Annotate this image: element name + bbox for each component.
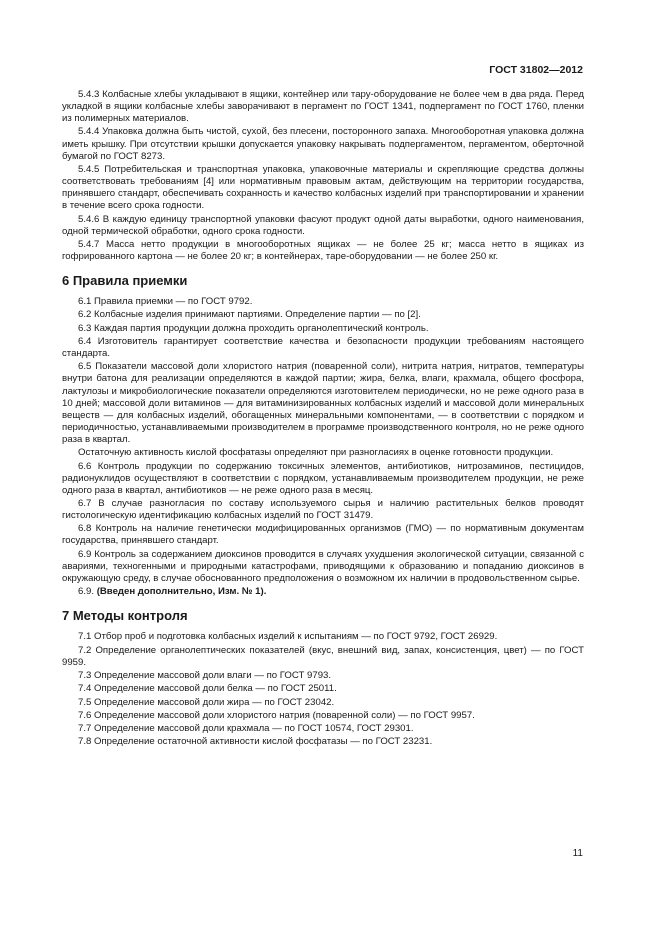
paragraph-7-2: 7.2 Определение органолептических показателей (вкус, внешний вид, запах, консистенция, цвет) — по ГОСТ 9959. <box>62 644 584 668</box>
paragraph-6-3: 6.3 Каждая партия продукции должна проходить органолептический контроль. <box>78 322 429 334</box>
paragraph-5-4-4: 5.4.4 Упаковка должна быть чистой, сухой, без плесени, посторонного запаха. Многооборотная упаковка должна иметь крышку. При отсутствии крышки допускается упаковку накрывать подпергаментом, пергаментом, оберточной бумагой по ГОСТ 8273. <box>62 126 584 162</box>
paragraph-7-7: 7.7 Определение массовой доли крахмала — по ГОСТ 10574, ГОСТ 29301. <box>78 723 414 735</box>
paragraph-6-5: 6.5 Показатели массовой доли хлористого натрия (поваренной соли), нитрита натрия, нитратов, температуры внутри батона для реализации определяются в каждой партии; жира, белка, влаги, крахмала, общего фосфора, лактулозы и микробиологические показатели определяются изготовителем периодически, но не реже одного раза в 10 дней; массовой доли витаминов — для витаминизированных колбасных изделий и массовой доли минеральных веществ — для колбасных изделий, обогащенных минеральными компонентами, — в соответствии с порядком и периодичностью, устанавливаемыми производителем в программе производственного контроля, но не реже одного раза в квартал. <box>62 361 584 445</box>
amendment-number: 6.9. <box>78 586 95 598</box>
paragraph-5-4-6: 5.4.6 В каждую единицу транспортной упаковки фасуют продукт одной даты выработки, одного наименования, одной термической обработки, одного срока годности. <box>62 213 584 237</box>
paragraph-7-4: 7.4 Определение массовой доли белка — по ГОСТ 25011. <box>78 683 337 695</box>
paragraph-6-9: 6.9 Контроль за содержанием диоксинов проводится в случаях ухудшения экологической ситуации, связанной с авариями, техногенными и природными катастрофами, приводящими к образованию и попаданию диоксинов в окружающую среду, в случае обоснованного предположения о возможном их наличии в продовольственном сырье. <box>62 548 584 584</box>
paragraph-5-4-3: 5.4.3 Колбасные хлебы укладывают в ящики, контейнер или тару-оборудование не более чем в два ряда. Перед укладкой в ящики колбасные хлебы заворачивают в пергамент по ГОСТ 1341, подпергамент по ГОСТ 1760, пленки из полимерных материалов. <box>62 89 584 125</box>
section-6-heading: 6 Правила приемки <box>62 273 188 289</box>
amendment-note <box>62 586 584 598</box>
paragraph-7-3: 7.3 Определение массовой доли влаги — по ГОСТ 9793. <box>78 670 332 682</box>
paragraph-5-4-7: 5.4.7 Масса нетто продукции в многооборотных ящиках — не более 25 кг; масса нетто в ящиках из гофрированного картона — не более 20 кг; в контейнерах, таре-оборудовании — не более 250 кг. <box>62 238 584 262</box>
page-number: 11 <box>572 848 583 859</box>
paragraph-7-1: 7.1 Отбор проб и подготовка колбасных изделий к испытаниям — по ГОСТ 9792, ГОСТ 26929. <box>78 631 498 643</box>
paragraph-6-7: 6.7 В случае разногласия по составу используемого сырья и наличию растительных белков проводят гистологическую идентификацию колбасных изделий по ГОСТ 31479. <box>62 497 584 522</box>
paragraph-6-4: 6.4 Изготовитель гарантирует соответствие качества и безопасности продукции требованиям настоящего стандарта. <box>62 336 584 360</box>
document-id: ГОСТ 31802—2012 <box>489 64 583 76</box>
paragraph-7-5: 7.5 Определение массовой доли жира — по ГОСТ 23042. <box>78 696 335 708</box>
paragraph-7-6: 7.6 Определение массовой доли хлористого натрия (поваренной соли) — по ГОСТ 9957. <box>78 709 475 721</box>
paragraph-7-8: 7.8 Определение остаточной активности кислой фосфатазы — по ГОСТ 23231. <box>78 736 433 748</box>
paragraph-6-5-phosphatase: Остаточную активность кислой фосфатазы определяют при разногласиях в оценке готовности продукции. <box>78 447 554 459</box>
paragraph-6-8: 6.8 Контроль на наличие генетически модифицированных организмов (ГМО) — по нормативным документам государства, принявшего стандарт. <box>62 523 584 547</box>
amendment-text: (Введен дополнительно, Изм. № 1). <box>96 586 267 598</box>
paragraph-6-2: 6.2 Колбасные изделия принимают партиями. Определение партии — по [2]. <box>78 309 421 321</box>
page-content <box>62 89 584 750</box>
section-7-heading: 7 Методы контроля <box>62 608 188 624</box>
paragraph-6-1: 6.1 Правила приемки — по ГОСТ 9792. <box>78 296 253 308</box>
paragraph-6-6: 6.6 Контроль продукции по содержанию токсичных элементов, антибиотиков, нитрозаминов, пестицидов, радионуклидов осуществляют в соответствии с порядком, устанавливаемым производителем продукции, не реже одного раза в квартал, антибиотиков — не реже одного раза в месяц. <box>62 460 584 496</box>
paragraph-5-4-5: 5.4.5 Потребительская и транспортная упаковка, упаковочные материалы и скрепляющие средства должны соответствовать требованиям [4] или нормативным правовым актам, действующим на территории государства, принявшего стандарт, обеспечивать сохранность и качество колбасных изделий при транспортировании и хранении в течение всего срока годности. <box>62 163 584 212</box>
